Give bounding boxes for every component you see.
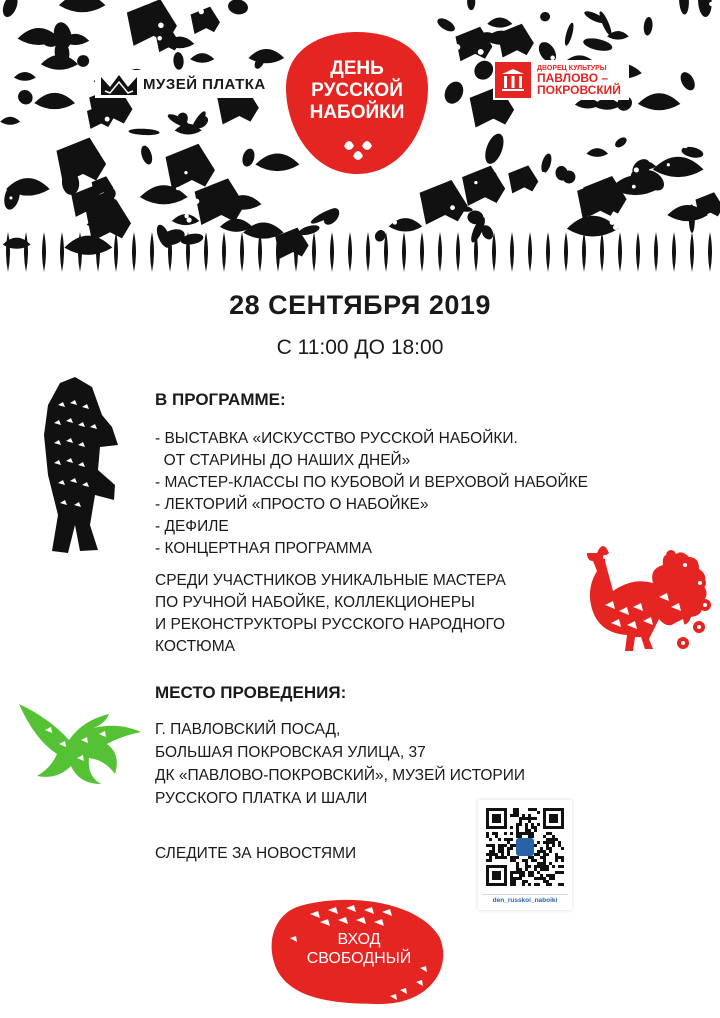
event-title-badge <box>282 28 432 178</box>
program-item: - КОНЦЕРТНАЯ ПРОГРАММА <box>155 540 372 557</box>
title-line3: НАБОЙКИ <box>309 102 405 123</box>
peacock-ornament <box>575 535 715 675</box>
museum-logo <box>95 70 272 98</box>
green-bird-ornament <box>15 700 145 790</box>
participants-line: КОСТЮМА <box>155 638 235 655</box>
palace-name-line1: ПАВЛОВО – <box>537 70 609 85</box>
entry-line1: ВХОД <box>337 931 381 948</box>
program-item: - ДЕФИЛЕ <box>155 518 229 535</box>
address-line: ДК «ПАВЛОВО-ПОКРОВСКИЙ», МУЗЕЙ ИСТОРИИ <box>155 767 526 784</box>
follow-news-text: СЛЕДИТЕ ЗА НОВОСТЯМИ <box>155 845 357 862</box>
museum-name: МУЗЕЙ ПЛАТКА <box>143 75 266 93</box>
museum-logo-icon <box>101 73 137 95</box>
qr-code-icon <box>478 800 572 894</box>
program-list <box>155 428 588 560</box>
free-entry-badge <box>270 898 448 1008</box>
participants-line: СРЕДИ УЧАСТНИКОВ УНИКАЛЬНЫЕ МАСТЕРА <box>155 572 506 589</box>
program-item: ОТ СТАРИНЫ ДО НАШИХ ДНЕЙ» <box>155 452 411 469</box>
event-time: С 11:00 ДО 18:00 <box>276 336 444 359</box>
palace-logo <box>493 60 629 100</box>
address-line: РУССКОГО ПЛАТКА И ШАЛИ <box>155 790 368 807</box>
columns-icon <box>495 62 531 98</box>
program-item: - ВЫСТАВКА «ИСКУССТВО РУССКОЙ НАБОЙКИ. <box>155 430 518 447</box>
palace-name-line2: ПОКРОВСКИЙ <box>537 82 621 97</box>
participants-text <box>155 570 575 658</box>
venue-address <box>155 718 525 810</box>
program-item: - ЛЕКТОРИЙ «ПРОСТО О НАБОЙКЕ» <box>155 496 429 513</box>
program-item: - МАСТЕР-КЛАССЫ ПО КУБОВОЙ И ВЕРХОВОЙ НАБОЙКЕ <box>155 474 588 491</box>
event-date: 28 СЕНТЯБРЯ 2019 <box>229 290 491 320</box>
social-handle[interactable]: den_russkoi_naboiki <box>482 894 568 904</box>
address-line: БОЛЬШАЯ ПОКРОВСКАЯ УЛИЦА, 37 <box>155 744 426 761</box>
venue-heading: МЕСТО ПРОВЕДЕНИЯ: <box>155 683 347 702</box>
entry-line2: СВОБОДНЫЙ <box>306 950 412 967</box>
palace-caption: ДВОРЕЦ КУЛЬТУРЫ <box>537 64 607 72</box>
bear-ornament <box>40 375 125 555</box>
address-line: Г. ПАВЛОВСКИЙ ПОСАД, <box>155 721 341 738</box>
participants-line: И РЕКОНСТРУКТОРЫ РУССКОГО НАРОДНОГО <box>155 616 506 633</box>
participants-line: ПО РУЧНОЙ НАБОЙКЕ, КОЛЛЕКЦИОНЕРЫ <box>155 594 475 611</box>
title-line2: РУССКОЙ <box>311 80 403 101</box>
vk-qr-code[interactable] <box>478 800 572 910</box>
program-heading: В ПРОГРАММЕ: <box>155 390 286 409</box>
title-line1: ДЕНЬ <box>330 58 384 79</box>
